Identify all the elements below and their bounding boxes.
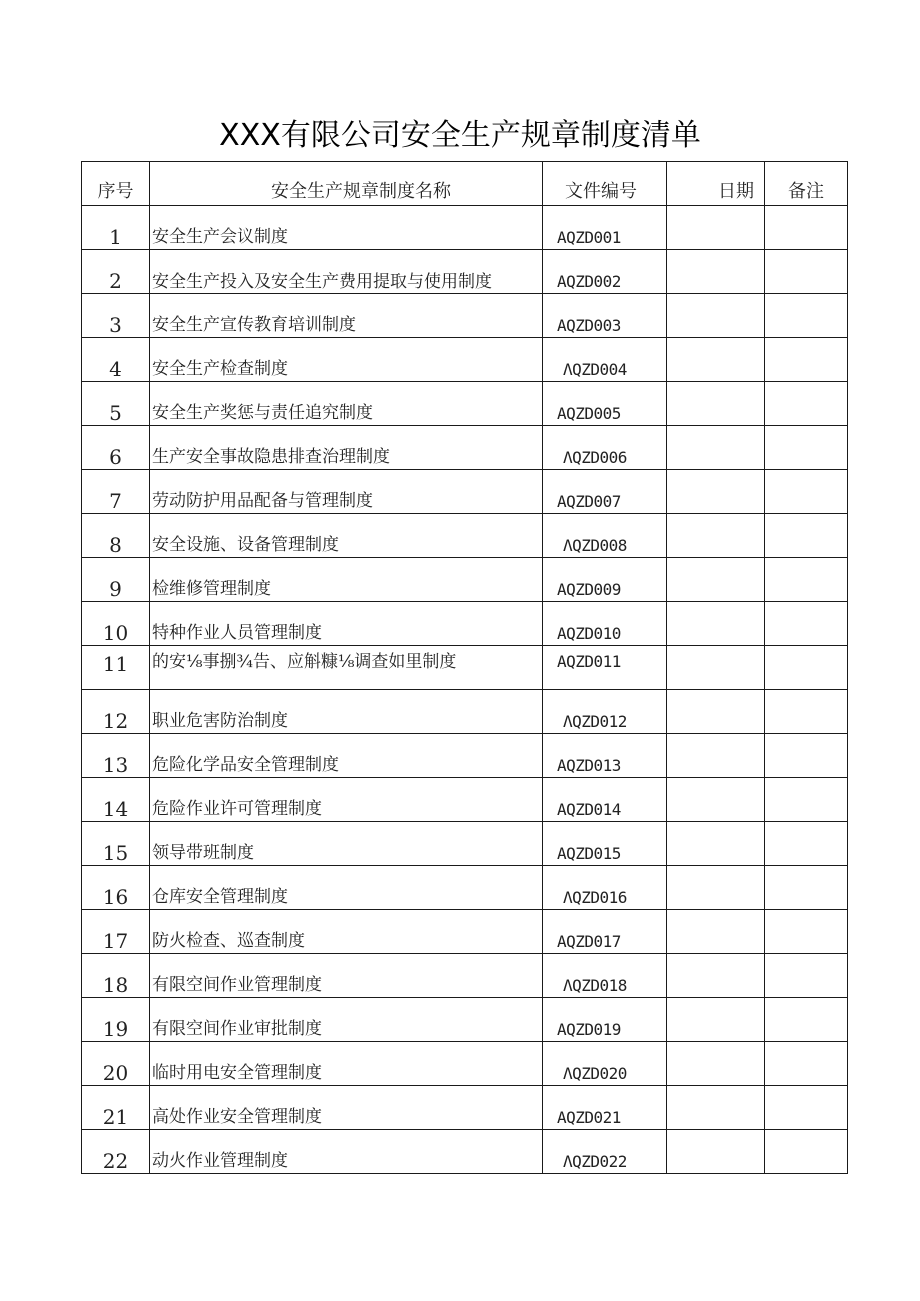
row-regulation-name: 危险化学品安全管理制度	[150, 734, 543, 778]
row-serial-number: 10	[82, 602, 150, 646]
row-date	[667, 558, 765, 602]
row-serial-number: 17	[82, 910, 150, 954]
row-file-number: ΛQZD018	[543, 954, 667, 998]
row-date	[667, 382, 765, 426]
row-serial-number: 14	[82, 778, 150, 822]
table-row	[82, 514, 848, 558]
row-file-number: ΛQZD004	[543, 338, 667, 382]
row-serial-number: 8	[82, 514, 150, 558]
table-row	[82, 206, 848, 250]
row-date	[667, 470, 765, 514]
table-row	[82, 470, 848, 514]
row-remarks	[765, 778, 848, 822]
table-row	[82, 778, 848, 822]
row-file-number: AQZD019	[543, 998, 667, 1042]
row-date	[667, 778, 765, 822]
row-date	[667, 998, 765, 1042]
row-serial-number: 6	[82, 426, 150, 470]
row-remarks	[765, 602, 848, 646]
row-serial-number: 16	[82, 866, 150, 910]
table-row	[82, 338, 848, 382]
row-regulation-name: 动火作业管理制度	[150, 1130, 543, 1174]
row-date	[667, 514, 765, 558]
row-remarks	[765, 690, 848, 734]
row-file-number: ΛQZD016	[543, 866, 667, 910]
table-row	[82, 822, 848, 866]
row-serial-number: 7	[82, 470, 150, 514]
table-row	[82, 646, 848, 690]
row-remarks	[765, 382, 848, 426]
row-file-number: AQZD001	[543, 206, 667, 250]
header-date: 日期	[667, 162, 765, 206]
table-row	[82, 910, 848, 954]
table-row	[82, 250, 848, 294]
row-regulation-name: 安全生产投入及安全生产费用提取与使用制度	[150, 250, 543, 294]
row-remarks	[765, 998, 848, 1042]
row-serial-number: 18	[82, 954, 150, 998]
row-regulation-name: 安全生产奖惩与责任追究制度	[150, 382, 543, 426]
row-regulation-name: 检维修管理制度	[150, 558, 543, 602]
row-date	[667, 1130, 765, 1174]
row-remarks	[765, 646, 848, 690]
row-file-number: AQZD014	[543, 778, 667, 822]
row-regulation-name: 安全生产宣传教育培训制度	[150, 294, 543, 338]
header-serial-number: 序号	[82, 162, 150, 206]
table-row	[82, 602, 848, 646]
row-serial-number: 4	[82, 338, 150, 382]
row-serial-number: 19	[82, 998, 150, 1042]
table-row	[82, 866, 848, 910]
row-remarks	[765, 514, 848, 558]
table-row	[82, 1042, 848, 1086]
row-remarks	[765, 910, 848, 954]
table-row	[82, 558, 848, 602]
row-date	[667, 866, 765, 910]
row-serial-number: 20	[82, 1042, 150, 1086]
row-date	[667, 1042, 765, 1086]
row-file-number: AQZD009	[543, 558, 667, 602]
row-serial-number: 15	[82, 822, 150, 866]
row-date	[667, 426, 765, 470]
row-file-number: AQZD005	[543, 382, 667, 426]
table-row	[82, 734, 848, 778]
row-regulation-name: 安全生产会议制度	[150, 206, 543, 250]
row-serial-number: 3	[82, 294, 150, 338]
row-serial-number: 5	[82, 382, 150, 426]
row-remarks	[765, 294, 848, 338]
header-regulation-name: 安全生产规章制度名称	[150, 162, 543, 206]
row-file-number: AQZD002	[543, 250, 667, 294]
row-regulation-name: 有限空间作业审批制度	[150, 998, 543, 1042]
row-date	[667, 1086, 765, 1130]
row-regulation-name: 防火检查、巡查制度	[150, 910, 543, 954]
table-row	[82, 690, 848, 734]
row-regulation-name: 劳动防护用品配备与管理制度	[150, 470, 543, 514]
table-row	[82, 954, 848, 998]
row-remarks	[765, 470, 848, 514]
row-file-number: ΛQZD022	[543, 1130, 667, 1174]
row-remarks	[765, 734, 848, 778]
row-date	[667, 294, 765, 338]
row-regulation-name: 特种作业人员管理制度	[150, 602, 543, 646]
row-regulation-name: 领导带班制度	[150, 822, 543, 866]
row-date	[667, 338, 765, 382]
row-remarks	[765, 1086, 848, 1130]
row-remarks	[765, 426, 848, 470]
row-date	[667, 910, 765, 954]
row-regulation-name: 职业危害防治制度	[150, 690, 543, 734]
table-body	[82, 206, 848, 1174]
row-file-number: AQZD007	[543, 470, 667, 514]
row-regulation-name: 仓库安全管理制度	[150, 866, 543, 910]
table-row	[82, 1086, 848, 1130]
row-serial-number: 1	[82, 206, 150, 250]
table-row	[82, 1130, 848, 1174]
header-remarks: 备注	[765, 162, 848, 206]
row-remarks	[765, 206, 848, 250]
row-remarks	[765, 866, 848, 910]
row-remarks	[765, 822, 848, 866]
row-regulation-name: 的安⅛事捌¾告、应斛糠⅛调查如里制度	[150, 646, 543, 690]
row-file-number: AQZD015	[543, 822, 667, 866]
row-serial-number: 11	[82, 646, 150, 690]
row-regulation-name: 临时用电安全管理制度	[150, 1042, 543, 1086]
row-file-number: ΛQZD020	[543, 1042, 667, 1086]
row-regulation-name: 危险作业许可管理制度	[150, 778, 543, 822]
row-date	[667, 822, 765, 866]
row-serial-number: 12	[82, 690, 150, 734]
page-title: XXX有限公司安全生产规章制度清单	[219, 118, 701, 153]
row-file-number: ΛQZD006	[543, 426, 667, 470]
row-date	[667, 602, 765, 646]
row-date	[667, 646, 765, 690]
row-file-number: AQZD013	[543, 734, 667, 778]
row-date	[667, 250, 765, 294]
row-regulation-name: 有限空间作业管理制度	[150, 954, 543, 998]
row-serial-number: 2	[82, 250, 150, 294]
header-file-number: 文件编号	[543, 162, 667, 206]
row-file-number: AQZD010	[543, 602, 667, 646]
row-file-number: ΛQZD012	[543, 690, 667, 734]
row-regulation-name: 安全设施、设备管理制度	[150, 514, 543, 558]
row-date	[667, 690, 765, 734]
table-header-row	[82, 162, 848, 206]
row-regulation-name: 生产安全事故隐患排查治理制度	[150, 426, 543, 470]
row-serial-number: 21	[82, 1086, 150, 1130]
row-file-number: ΛQZD008	[543, 514, 667, 558]
row-file-number: AQZD021	[543, 1086, 667, 1130]
row-remarks	[765, 338, 848, 382]
regulation-table	[81, 161, 848, 1174]
row-file-number: AQZD003	[543, 294, 667, 338]
row-serial-number: 9	[82, 558, 150, 602]
row-serial-number: 22	[82, 1130, 150, 1174]
row-file-number: AQZD017	[543, 910, 667, 954]
table-row	[82, 294, 848, 338]
row-regulation-name: 安全生产检查制度	[150, 338, 543, 382]
row-date	[667, 954, 765, 998]
row-remarks	[765, 954, 848, 998]
table-row	[82, 426, 848, 470]
row-remarks	[765, 250, 848, 294]
row-date	[667, 734, 765, 778]
row-date	[667, 206, 765, 250]
row-serial-number: 13	[82, 734, 150, 778]
table-row	[82, 382, 848, 426]
row-remarks	[765, 1042, 848, 1086]
row-remarks	[765, 1130, 848, 1174]
row-regulation-name: 高处作业安全管理制度	[150, 1086, 543, 1130]
table-row	[82, 998, 848, 1042]
row-remarks	[765, 558, 848, 602]
row-file-number: AQZD011	[543, 646, 667, 690]
